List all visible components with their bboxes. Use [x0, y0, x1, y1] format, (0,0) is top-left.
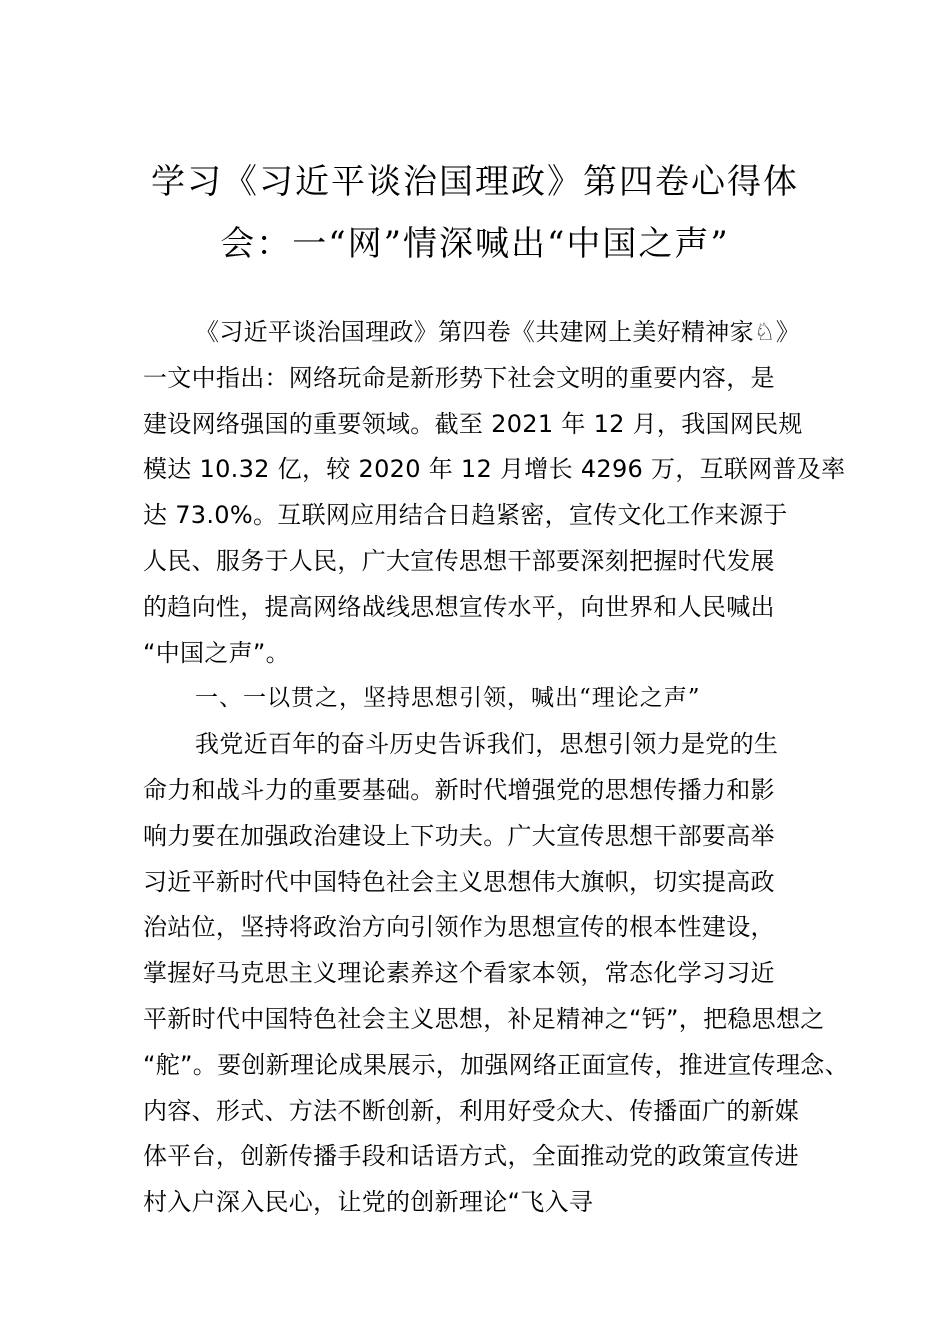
- paragraph-2-line: 内容、形式、方法不断创新，利用好受众大、传播面广的新媒: [143, 1096, 800, 1125]
- paragraph-2-line: 体平台，创新传播手段和话语方式，全面推动党的政策宣传进: [143, 1142, 800, 1171]
- paragraph-1-line: 的趋向性，提高网络战线思想宣传水平，向世界和人民喊出: [143, 592, 775, 621]
- paragraph-2-line: 我党近百年的奋斗历史告诉我们，思想引领力是党的生: [195, 730, 779, 759]
- paragraph-2-line: “舵”。要创新理论成果展示，加强网络正面宣传，推进宣传理念、: [143, 1050, 849, 1079]
- paragraph-2-line: 习近平新时代中国特色社会主义思想伟大旗帜，切实提高政: [143, 867, 775, 896]
- paragraph-2-line: 命力和战斗力的重要基础。新时代增强党的思想传播力和影: [143, 775, 775, 804]
- paragraph-1-line: 建设网络强国的重要领域。截至 2021 年 12 月，我国网民规: [143, 409, 803, 438]
- paragraph-1-line: 人民、服务于人民，广大宣传思想干部要深刻把握时代发展: [143, 546, 775, 575]
- paragraph-2-line: 掌握好马克思主义理论素养这个看家本领，常态化学习习近: [143, 959, 775, 988]
- paragraph-2-line: 响力要在加强政治建设上下功夫。广大宣传思想干部要高举: [143, 821, 775, 850]
- paragraph-1-line: 一文中指出：网络玩命是新形势下社会文明的重要内容，是: [143, 363, 775, 392]
- paragraph-2-line: 村入户深入民心，让党的创新理论“飞入寻: [143, 1188, 594, 1217]
- document-body: [143, 310, 849, 1226]
- paragraph-1-line: 《习近平谈治国理政》第四卷《共建网上美好精神家♘》: [195, 318, 801, 346]
- paragraph-1-line: “中国之声”。: [143, 638, 290, 667]
- paragraph-1-line: 达 73.0%。互联网应用结合日趋紧密，宣传文化工作来源于: [143, 501, 788, 530]
- paragraph-2-line: 治站位，坚持将政治方向引领作为思想宣传的根本性建设，: [143, 913, 775, 942]
- paragraph-2-line: 平新时代中国特色社会主义思想，补足精神之“钙”，把稳思想之: [143, 1004, 825, 1033]
- document-title-line-2: 会：一“网”情深喊出“中国之声”: [220, 224, 730, 264]
- document-title-line-1: 学习《习近平谈治国理政》第四卷心得体: [151, 162, 799, 202]
- paragraph-1-line: 模达 10.32 亿，较 2020 年 12 月增长 4296 万，互联网普及率: [143, 455, 846, 484]
- section-heading: 一、一以贯之，坚持思想引领，喊出“理论之声”: [195, 685, 701, 712]
